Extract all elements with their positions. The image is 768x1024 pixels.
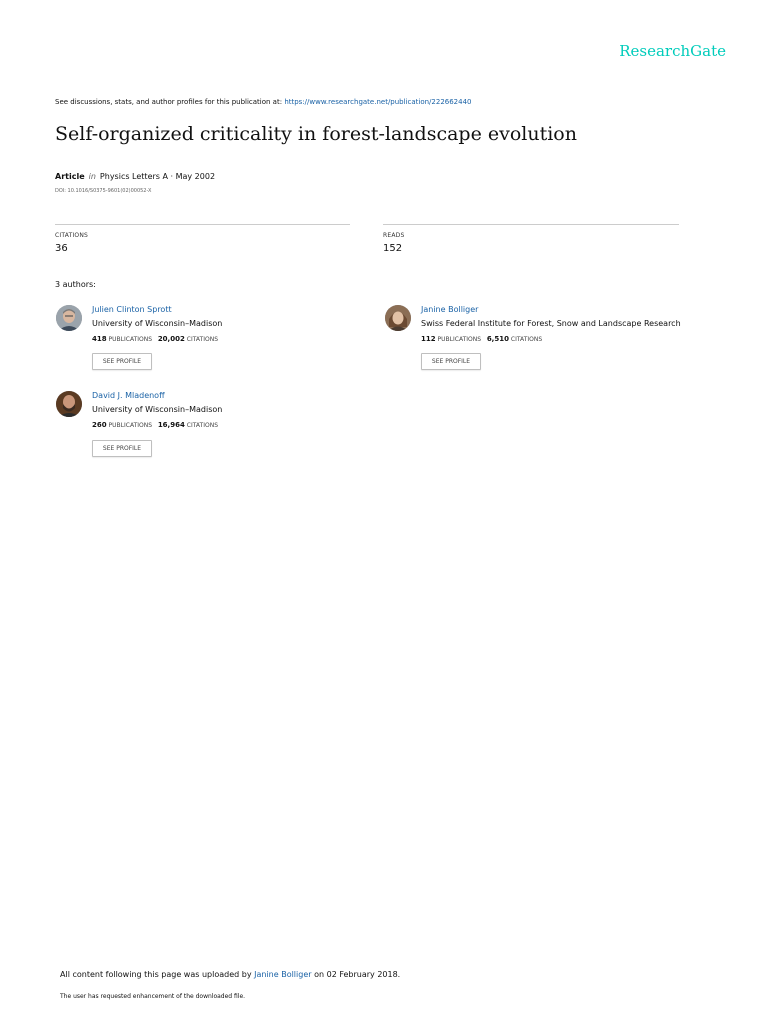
article-type: Article	[55, 172, 85, 181]
uploader-link[interactable]: Janine Bolliger	[254, 970, 312, 979]
publication-url-line	[55, 98, 472, 106]
author-citations-count: 6,510	[486, 335, 509, 343]
doi-text: DOI: 10.1016/S0375-9601(02)00052-X	[55, 188, 152, 194]
upload-suffix: on 02 February 2018.	[311, 970, 401, 979]
author-institution: University of Wisconsin–Madison	[92, 405, 223, 414]
author-citations-count: 16,964	[157, 421, 185, 429]
author-name[interactable]: David J. Mladenoff	[92, 391, 165, 400]
author-stats	[92, 335, 218, 343]
author-name[interactable]: Julien Clinton Sprott	[92, 305, 172, 314]
enhancement-note: The user has requested enhancement of the downloaded file.	[60, 993, 246, 1000]
publications-label: PUBLICATIONS	[108, 422, 153, 429]
avatar[interactable]	[385, 305, 411, 331]
reads-label: READS	[383, 232, 405, 239]
publications-label: PUBLICATIONS	[108, 336, 153, 343]
authors-heading: 3 authors:	[55, 280, 96, 289]
citations-label: CITATIONS	[510, 336, 543, 343]
see-profile-button[interactable]: SEE PROFILE	[421, 353, 481, 370]
author-publications-count: 260	[92, 421, 107, 429]
author-stats	[421, 335, 542, 343]
reads-divider	[383, 224, 679, 225]
citations-label: CITATIONS	[186, 336, 219, 343]
avatar[interactable]	[56, 305, 82, 331]
upload-prefix: All content following this page was uploaded by	[60, 970, 255, 979]
citations-label: CITATIONS	[186, 422, 219, 429]
author-photo-icon	[56, 305, 82, 331]
journal-date: Physics Letters A · May 2002	[99, 172, 216, 181]
article-meta	[55, 172, 215, 181]
author-institution: University of Wisconsin–Madison	[92, 319, 223, 328]
citations-count: 36	[55, 243, 68, 254]
author-citations-count: 20,002	[157, 335, 185, 343]
see-profile-button[interactable]: SEE PROFILE	[92, 440, 152, 457]
reads-count: 152	[383, 243, 403, 254]
article-in-label: in	[88, 172, 96, 181]
citations-divider	[55, 224, 350, 225]
author-stats	[92, 421, 218, 429]
page-title: Self-organized criticality in forest-landscape evolution	[55, 123, 577, 145]
author-name[interactable]: Janine Bolliger	[421, 305, 479, 314]
avatar[interactable]	[56, 391, 82, 417]
author-photo-icon	[385, 305, 411, 331]
researchgate-logo[interactable]: ResearchGate	[619, 42, 726, 60]
author-publications-count: 112	[421, 335, 436, 343]
citations-label: CITATIONS	[55, 232, 89, 239]
author-photo-icon	[56, 391, 82, 417]
author-institution: Swiss Federal Institute for Forest, Snow and Landscape Research	[421, 319, 681, 328]
author-publications-count: 418	[92, 335, 107, 343]
publications-label: PUBLICATIONS	[437, 336, 482, 343]
publication-url-link[interactable]: https://www.researchgate.net/publication/222662440	[284, 98, 472, 106]
see-discussions-text: See discussions, stats, and author profiles for this publication at:	[55, 98, 285, 106]
see-profile-button[interactable]: SEE PROFILE	[92, 353, 152, 370]
upload-note	[60, 970, 400, 979]
